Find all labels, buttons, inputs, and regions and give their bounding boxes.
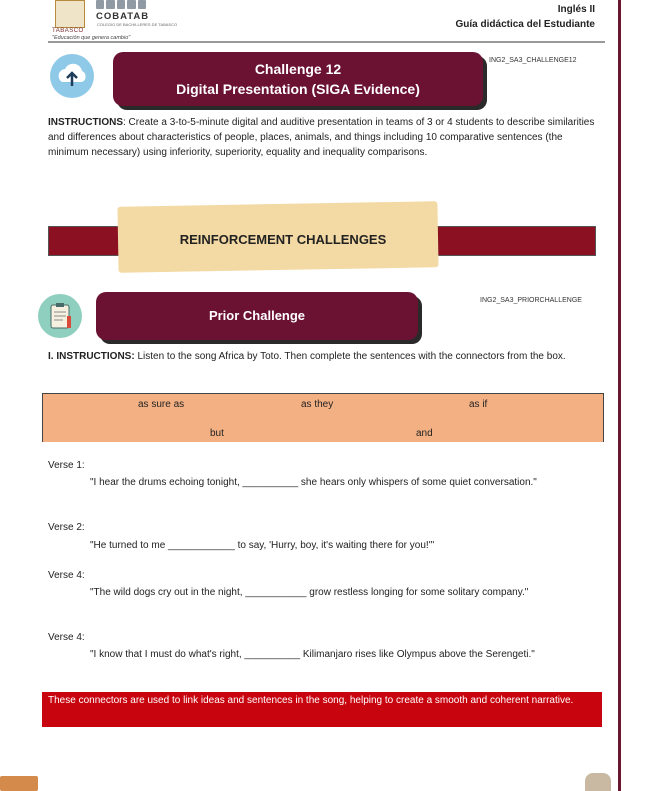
prior-challenge-title: Prior Challenge (208, 308, 306, 323)
character-decoration-icon (585, 773, 611, 791)
verse-sentence (90, 538, 590, 553)
verse-text-before: "He turned to me (90, 540, 169, 551)
slogan: "Educación que genera cambio" (52, 35, 131, 41)
verse-text-before: "I hear the drums echoing tonight, (90, 477, 243, 488)
fill-blank: ____________ (168, 540, 235, 551)
instructions-text: : Create a 3-to-5-minute digital and auditive presentation in teams of 3 or 4 students to describe similarities and differences about characteristics of people, places, animals, and things including 10 comparative sentences (the minimum necessary) using inferiority, superiority, equality and inequality comparisons. (48, 117, 595, 158)
prior-challenge-code: ING2_SA3_PRIORCHALLENGE (480, 297, 582, 304)
reinforcement-title: REINFORCEMENT CHALLENGES (179, 232, 387, 247)
verse-sentence (90, 585, 590, 600)
fill-blank: ___________ (245, 587, 307, 598)
verse-text-before: "The wild dogs cry out in the night, (90, 587, 246, 598)
verse-text-after: grow restless longing for some solitary company." (306, 587, 529, 598)
verse-text-after: Kilimanjaro rises like Olympus above the Serengeti." (300, 649, 535, 660)
verse-text-after: to say, 'Hurry, boy, it's waiting there for you!'" (234, 540, 435, 551)
prior-challenge-banner (96, 292, 418, 340)
cobatab-logo-icon (96, 0, 146, 9)
challenge-subtitle: Digital Presentation (SIGA Evidence) (176, 81, 420, 97)
state-seal-logo (55, 0, 85, 28)
connector-item: as they (301, 399, 334, 410)
verse-text-before: "I know that I must do what's right, (90, 649, 245, 660)
org-name: COBATAB (96, 11, 150, 22)
logo-label: TABASCO (52, 28, 84, 34)
verse-sentence (90, 647, 590, 662)
page-margin-line (618, 0, 621, 791)
upload-cloud-icon (50, 54, 94, 98)
subject-title: Inglés II (557, 4, 595, 15)
fill-blank: __________ (244, 649, 301, 660)
connector-item: as sure as (138, 399, 185, 410)
org-subtitle: COLEGIO DE BACHILLERES DE TABASCO (97, 22, 178, 27)
verse-label: Verse 4: (48, 632, 85, 643)
header-divider (48, 41, 605, 43)
challenge-instructions (48, 115, 604, 160)
footer-note: These connectors are used to link ideas and sentences in the song, helping to create a smooth and coherent narrative. (42, 692, 602, 727)
guide-title: Guía didáctica del Estudiante (455, 19, 595, 30)
prior-instructions-label: I. INSTRUCTIONS: (48, 351, 135, 362)
challenge-banner (113, 52, 483, 106)
prior-instructions (48, 350, 604, 364)
challenge-code: ING2_SA3_CHALLENGE12 (489, 57, 577, 64)
verse-text-after: she hears only whispers of some quiet conversation." (298, 477, 537, 488)
verse-label: Verse 1: (48, 460, 85, 471)
instructions-label: INSTRUCTIONS (48, 117, 123, 128)
connector-item: and (416, 428, 433, 439)
prior-instructions-text: Listen to the song Africa by Toto. Then complete the sentences with the connectors from the box. (134, 351, 566, 362)
connector-item: as if (469, 399, 488, 410)
challenge-title: Challenge 12 (254, 61, 342, 77)
clipboard-icon (38, 294, 82, 338)
book-decoration-icon (0, 776, 38, 791)
verse-sentence (90, 475, 590, 490)
verse-label: Verse 4: (48, 570, 85, 581)
connectors-box (42, 393, 604, 442)
verse-label: Verse 2: (48, 522, 85, 533)
connector-item: but (210, 428, 224, 439)
fill-blank: __________ (242, 477, 299, 488)
